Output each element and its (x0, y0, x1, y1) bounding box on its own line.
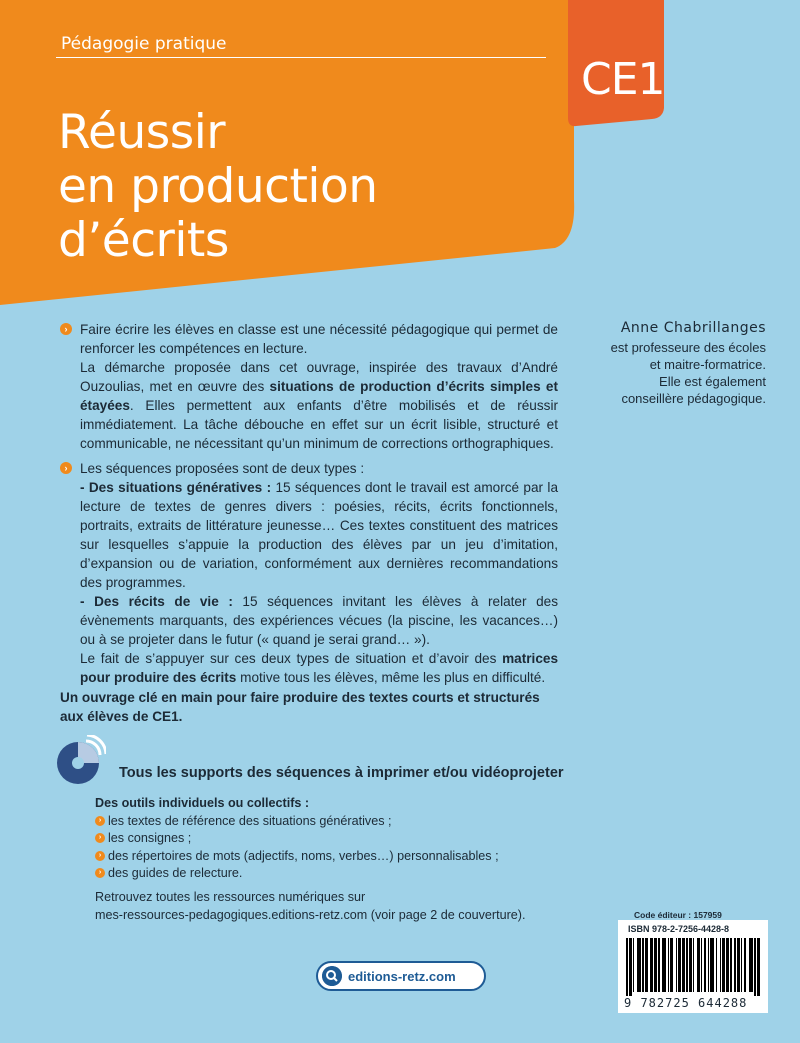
barcode-bar (744, 938, 745, 992)
search-icon (322, 966, 342, 986)
list-item (95, 830, 499, 848)
title-line: en production (58, 159, 378, 214)
barcode-bar (645, 938, 646, 992)
barcode-bar (680, 938, 681, 992)
chevron-right-icon: › (60, 323, 72, 335)
barcode-bar (629, 938, 630, 996)
barcode-bar (693, 938, 694, 992)
list-item (95, 813, 499, 831)
type-generative (80, 478, 558, 592)
barcode-bar (637, 938, 638, 992)
barcode-bar (754, 938, 756, 996)
chevron-right-icon: › (95, 851, 105, 861)
isbn: ISBN 978-2-7256-4428-8 (628, 924, 730, 934)
barcode-bar (640, 938, 641, 992)
text-run: Le fait de s’appuyer sur ces deux types de situation et d’avoir des (80, 651, 503, 666)
barcode-digits: 9 782725 644288 (624, 996, 748, 1010)
types-conclusion (80, 649, 558, 687)
author-bio-line: Elle est également (659, 374, 766, 389)
barcode-bar (750, 938, 752, 992)
author-name: Anne Chabrillanges (620, 320, 766, 336)
list-item-text: des répertoires de mots (adjectifs, noms, verbes…) personnalisables ; (108, 848, 499, 863)
type-text: 15 séquences invitant les élèves à relater des évènements marquants, des expériences vécues (la piscine, les vacances…) ou à se projeter dans le futur (« quand je serai grand… »). (80, 594, 558, 647)
barcode-bar (684, 938, 685, 992)
barcode-bar (686, 938, 688, 992)
chevron-right-icon: › (95, 833, 105, 843)
book-title (58, 106, 378, 268)
chevron-right-icon: › (95, 868, 105, 878)
publisher-code: Code éditeur : 157959 (634, 910, 722, 920)
barcode-bar (758, 938, 760, 996)
barcode-bar (697, 938, 698, 992)
type-life-stories (80, 592, 558, 649)
resources-note (95, 888, 526, 924)
barcode-bar (650, 938, 652, 992)
barcode-bar (652, 938, 653, 992)
barcode-bar (690, 938, 692, 992)
approach-paragraph (80, 358, 558, 453)
description (60, 320, 558, 693)
list-item-text: les textes de référence des situations génératives ; (108, 813, 392, 828)
barcode-bar (626, 938, 628, 996)
barcode-bar (749, 938, 750, 992)
types-lead: Les séquences proposées sont de deux types : (80, 461, 365, 476)
barcode-bar (713, 938, 714, 992)
tools-list (95, 795, 499, 883)
barcode-bar (745, 938, 746, 992)
barcode-bar (682, 938, 684, 992)
barcode-bar (633, 938, 634, 992)
barcode-bar (712, 938, 713, 992)
author-bio-line: conseillère pédagogique. (621, 391, 766, 406)
author-bio-line: est professeure des écoles (610, 340, 766, 355)
barcode-bar (672, 938, 673, 992)
barcode-bar (701, 938, 702, 992)
chevron-right-icon: › (60, 462, 72, 474)
type-label: - Des récits de vie : (80, 594, 233, 609)
barcode-bars (624, 938, 762, 996)
author-bio-line: et maitre-formatrice. (649, 357, 766, 372)
barcode (618, 920, 768, 1013)
barcode-bar (670, 938, 672, 992)
list-item (95, 865, 499, 883)
barcode-bar (726, 938, 728, 992)
barcode-bar (730, 938, 732, 992)
barcode-bar (724, 938, 725, 992)
barcode-bar (662, 938, 664, 992)
emphasis: situations de production d’écrits simples et étayées (80, 379, 558, 413)
barcode-bar (698, 938, 700, 992)
intro-bullet (60, 320, 558, 453)
list-item-text: des guides de relecture. (108, 866, 243, 880)
type-text: 15 séquences dont le travail est amorcé par la lecture de textes de genres divers : poésies, récits, écrits fonctionnels, portraits, extraits de littérature jeunesse… Ces textes constituent des matrices sur lesquelles s’appuie la production des élèves par un jeu d’imitation, d’expansion ou de variation, conformément aux dernières recommandations des programmes. (80, 480, 559, 590)
barcode-bar (654, 938, 656, 992)
barcode-bar (658, 938, 660, 992)
resources-line: Retrouvez toutes les ressources numériques sur (95, 890, 366, 904)
tools-heading: Des outils individuels ou collectifs : (95, 796, 310, 810)
barcode-bar (738, 938, 740, 992)
barcode-bar (722, 938, 724, 992)
level-badge: CE1 (581, 54, 665, 105)
barcode-bar (664, 938, 665, 992)
resources-link[interactable]: mes-ressources-pedagogiques.editions-retz.com (voir page 2 de couverture). (95, 908, 526, 922)
list-item-text: les consignes ; (108, 831, 192, 845)
text-run: motive tous les élèves, même les plus en difficulté. (236, 670, 546, 685)
barcode-bar (720, 938, 721, 992)
cd-icon (56, 735, 106, 785)
barcode-bar (646, 938, 648, 992)
intro-paragraph: Faire écrire les élèves en classe est une nécessité pédagogique qui permet de renforcer les compétences en lecture. (80, 322, 558, 356)
barcode-bar (678, 938, 680, 992)
barcode-bar (665, 938, 666, 992)
publisher-url: editions-retz.com (348, 969, 456, 984)
barcode-bar (716, 938, 717, 992)
barcode-bar (642, 938, 644, 992)
barcode-bar (638, 938, 640, 992)
list-item (95, 848, 499, 866)
barcode-bar (630, 938, 632, 996)
supports-title: Tous les supports des séquences à imprimer et/ou vidéoprojeter (119, 765, 564, 781)
barcode-bar (708, 938, 709, 992)
series-divider (56, 57, 546, 58)
barcode-bar (656, 938, 657, 992)
author-block (611, 320, 766, 407)
barcode-bar (710, 938, 712, 992)
text-run: La démarche proposée dans cet ouvrage, inspirée des travaux d’André Ouzoulias, met en œuvre des (80, 360, 558, 394)
barcode-bar (676, 938, 677, 992)
types-bullet (60, 459, 558, 687)
barcode-bar (728, 938, 729, 992)
series-label: Pédagogie pratique (61, 34, 227, 54)
barcode-bar (734, 938, 736, 992)
conclusion: Un ouvrage clé en main pour faire produire des textes courts et structurés aux élèves de CE1. (60, 690, 540, 724)
chevron-right-icon: › (95, 816, 105, 826)
text-run: . Elles permettent aux enfants d’être mobilisés et de réussir immédiatement. La tâche débouche en effet sur un écrit lisible, structuré et communicable, ne nécessitant qu’un minimum de corrections orthographiques. (80, 398, 558, 451)
barcode-bar (752, 938, 753, 992)
barcode-bar (737, 938, 738, 992)
barcode-bar (668, 938, 669, 992)
publisher-link[interactable] (316, 961, 486, 991)
barcode-bar (705, 938, 706, 992)
emphasis: matrices pour produire des écrits (80, 651, 558, 685)
barcode-bar (689, 938, 690, 992)
barcode-bar (741, 938, 742, 992)
barcode-bar (704, 938, 705, 992)
title-line: d’écrits (58, 213, 229, 268)
barcode-bar (757, 938, 758, 996)
type-label: - Des situations génératives : (80, 480, 272, 495)
title-line: Réussir (58, 105, 226, 160)
